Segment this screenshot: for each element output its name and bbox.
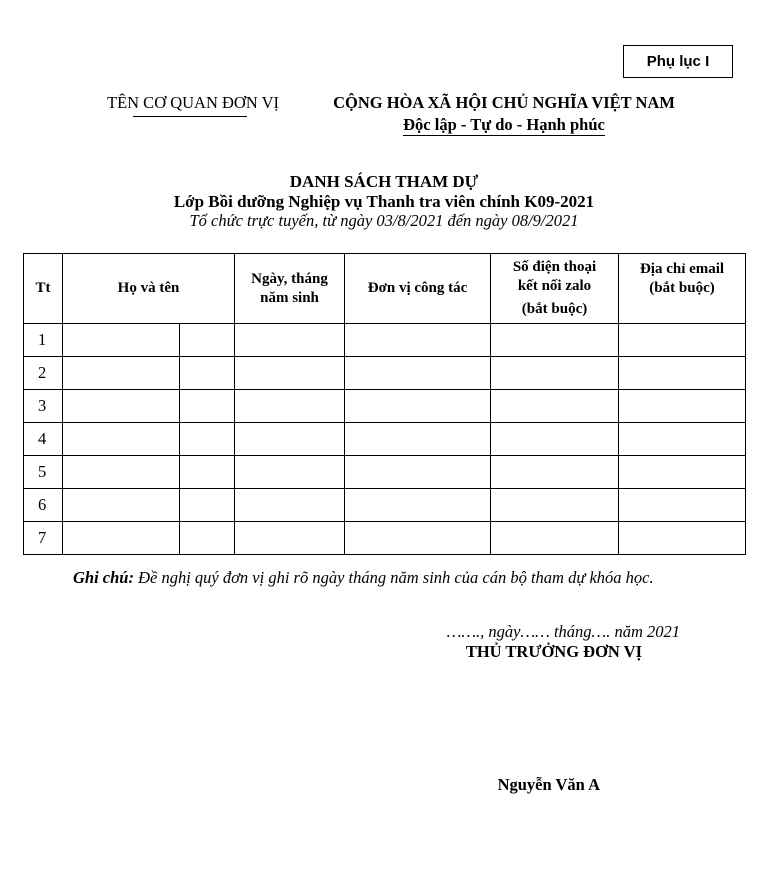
cell-name-b[interactable] (180, 390, 235, 423)
table-row (24, 324, 746, 357)
cell-name-b[interactable] (180, 324, 235, 357)
row-number: 7 (24, 522, 63, 555)
header-email (619, 254, 746, 324)
cell-name-a[interactable] (63, 357, 180, 390)
header-tt: Tt (24, 254, 63, 324)
header-phone-note: (bắt buộc) (521, 301, 588, 317)
note-label: Ghi chú: (73, 568, 134, 587)
cell-unit[interactable] (345, 489, 491, 522)
row-number: 5 (24, 456, 63, 489)
agency-underline (133, 116, 247, 117)
cell-name-a[interactable] (63, 522, 180, 555)
row-number: 3 (24, 390, 63, 423)
course-name: Lớp Bồi dưỡng Nghiệp vụ Thanh tra viên chính K09-2021 (173, 192, 595, 211)
cell-name-b[interactable] (180, 522, 235, 555)
cell-phone[interactable] (491, 522, 619, 555)
cell-name-a[interactable] (63, 456, 180, 489)
cell-name-b[interactable] (180, 357, 235, 390)
table-row (24, 489, 746, 522)
table-row (24, 522, 746, 555)
cell-unit[interactable] (345, 423, 491, 456)
header-phone-text: Số điện thoại kết nối zalo (512, 259, 597, 294)
table-row (24, 456, 746, 489)
cell-dob[interactable] (235, 324, 345, 357)
header-email-text: Địa chỉ email (639, 261, 725, 277)
cell-name-b[interactable] (180, 489, 235, 522)
row-number: 2 (24, 357, 63, 390)
cell-email[interactable] (619, 357, 746, 390)
header-dob (235, 254, 345, 324)
agency-name: TÊN CƠ QUAN ĐƠN VỊ (106, 93, 280, 112)
header-dob-text: Ngày, tháng năm sinh (251, 270, 328, 306)
cell-dob[interactable] (235, 489, 345, 522)
cell-phone[interactable] (491, 489, 619, 522)
table-row (24, 357, 746, 390)
cell-name-b[interactable] (180, 423, 235, 456)
cell-unit[interactable] (345, 324, 491, 357)
cell-dob[interactable] (235, 522, 345, 555)
signature-title: THỦ TRƯỞNG ĐƠN VỊ (465, 642, 642, 661)
cell-name-a[interactable] (63, 489, 180, 522)
header-unit: Đơn vị công tác (345, 254, 491, 324)
cell-dob[interactable] (235, 456, 345, 489)
row-number: 6 (24, 489, 63, 522)
cell-dob[interactable] (235, 357, 345, 390)
course-schedule: Tổ chức trực tuyến, từ ngày 03/8/2021 đến ngày 08/9/2021 (189, 211, 579, 230)
cell-dob[interactable] (235, 390, 345, 423)
cell-email[interactable] (619, 324, 746, 357)
cell-name-a[interactable] (63, 324, 180, 357)
cell-dob[interactable] (235, 423, 345, 456)
cell-email[interactable] (619, 456, 746, 489)
table-row (24, 423, 746, 456)
row-number: 4 (24, 423, 63, 456)
cell-email[interactable] (619, 522, 746, 555)
signer-name: Nguyễn Văn A (497, 775, 600, 794)
cell-phone[interactable] (491, 456, 619, 489)
cell-name-b[interactable] (180, 456, 235, 489)
cell-email[interactable] (619, 423, 746, 456)
note (73, 566, 693, 589)
motto-text: Độc lập - Tự do - Hạnh phúc (403, 115, 605, 134)
cell-unit[interactable] (345, 390, 491, 423)
cell-unit[interactable] (345, 357, 491, 390)
cell-name-a[interactable] (63, 423, 180, 456)
motto (320, 115, 688, 135)
attendee-table (23, 253, 746, 555)
cell-email[interactable] (619, 489, 746, 522)
note-text: Đề nghị quý đơn vị ghi rõ ngày tháng năm sinh của cán bộ tham dự khóa học. (133, 568, 654, 587)
table-row (24, 390, 746, 423)
cell-phone[interactable] (491, 357, 619, 390)
republic-heading: CỘNG HÒA XÃ HỘI CHỦ NGHĨA VIỆT NAM (333, 93, 675, 112)
row-number: 1 (24, 324, 63, 357)
cell-email[interactable] (619, 390, 746, 423)
appendix-label: Phụ lục I (623, 45, 733, 78)
cell-unit[interactable] (345, 522, 491, 555)
cell-phone[interactable] (491, 423, 619, 456)
signature-date: ……., ngày…… tháng…. năm 2021 (446, 622, 680, 641)
header-email-note: (bắt buộc) (649, 280, 715, 296)
cell-name-a[interactable] (63, 390, 180, 423)
document-title: DANH SÁCH THAM DỰ (289, 172, 479, 191)
cell-phone[interactable] (491, 324, 619, 357)
cell-phone[interactable] (491, 390, 619, 423)
header-name: Họ và tên (63, 254, 235, 324)
cell-unit[interactable] (345, 456, 491, 489)
header-phone (491, 254, 619, 324)
